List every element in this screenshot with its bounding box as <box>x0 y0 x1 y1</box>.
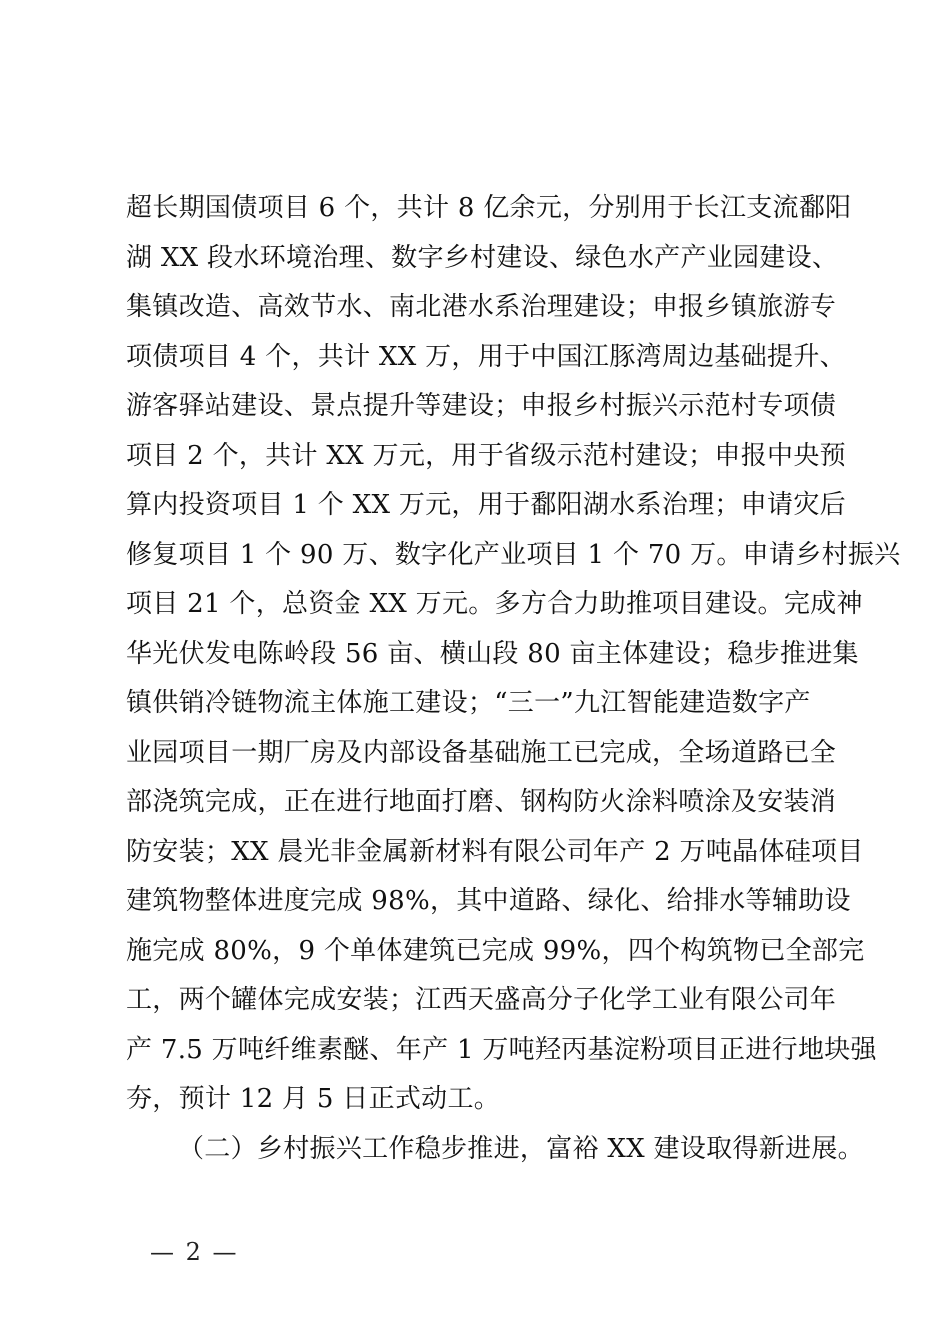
section-heading: （二）乡村振兴工作稳步推进，富裕 XX 建设取得新进展。 <box>178 1133 864 1164</box>
paragraph-line: 业园项目一期厂房及内部设备基础施工已完成，全场道路已全 <box>126 737 837 768</box>
paragraph-line: 镇供销冷链物流主体施工建设；“三一”九江智能建造数字产 <box>126 688 811 718</box>
paragraph-line: 产 7.5 万吨纤维素醚、年产 1 万吨羟丙基淀粉项目正进行地块强 <box>126 1034 877 1065</box>
paragraph-line: 华光伏发电陈岭段 56 亩、横山段 80 亩主体建设；稳步推进集 <box>126 638 859 669</box>
paragraph-line: 项目 2 个，共计 XX 万元，用于省级示范村建设；申报中央预 <box>126 440 846 471</box>
paragraph-line: 集镇改造、高效节水、南北港水系治理建设；申报乡镇旅游专 <box>126 292 837 322</box>
page-number: — 2 — <box>150 1238 239 1266</box>
body-text <box>126 184 901 1174</box>
paragraph-line: 建筑物整体进度完成 98%，其中道路、绿化、给排水等辅助设 <box>126 886 851 916</box>
paragraph-line: 施完成 80%，9 个单体建筑已完成 99%，四个构筑物已全部完 <box>126 935 865 966</box>
paragraph-line: 项债项目 4 个，共计 XX 万，用于中国江豚湾周边基础提升、 <box>126 341 846 372</box>
paragraph-line: 湖 XX 段水环境治理、数字乡村建设、绿色水产产业园建设、 <box>126 242 839 273</box>
paragraph-line: 防安装；XX 晨光非金属新材料有限公司年产 2 万吨晶体硅项目 <box>126 836 864 867</box>
paragraph-line: 部浇筑完成，正在进行地面打磨、钢构防火涂料喷涂及安装消 <box>126 787 837 817</box>
paragraph-line: 夯，预计 12 月 5 日正式动工。 <box>126 1084 501 1114</box>
paragraph-line: 算内投资项目 1 个 XX 万元，用于鄱阳湖水系治理；申请灾后 <box>126 490 846 520</box>
paragraph-line: 修复项目 1 个 90 万、数字化产业项目 1 个 70 万。申请乡村振兴 <box>126 539 901 570</box>
paragraph-line: 游客驿站建设、景点提升等建设；申报乡村振兴示范村专项债 <box>126 391 837 421</box>
paragraph-line: 项目 21 个，总资金 XX 万元。多方合力助推项目建设。完成神 <box>126 589 863 619</box>
paragraph-line: 工，两个罐体完成安装；江西天盛高分子化学工业有限公司年 <box>126 985 837 1015</box>
paragraph-line: 超长期国债项目 6 个，共计 8 亿余元，分别用于长江支流鄱阳 <box>126 193 852 223</box>
